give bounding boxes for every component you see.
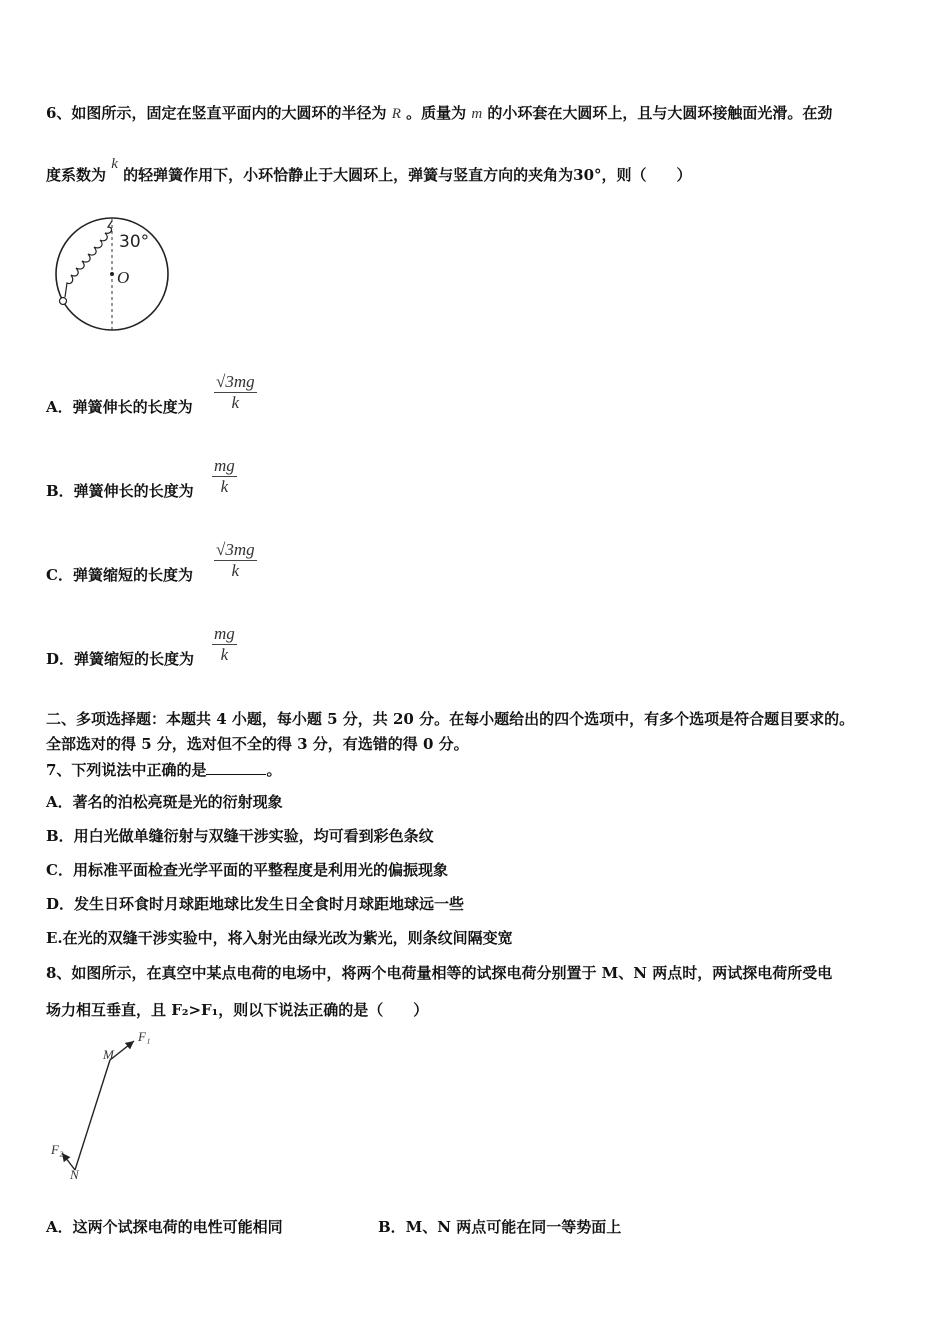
- q6-option-c: [46, 564, 193, 585]
- q7-option-a: A．著名的泊松亮斑是光的衍射现象: [46, 793, 283, 811]
- denominator: k: [220, 477, 229, 496]
- var-m: m: [471, 106, 483, 122]
- q7-option-e: E.在光的双缝干涉实验中，将入射光由绿光改为紫光，则条纹间隔变宽: [46, 929, 513, 947]
- denominator: k: [231, 393, 240, 412]
- center-point: [110, 272, 114, 276]
- q8-stem-line1: 8、如图所示，在真空中某点电荷的电场中，将两个电荷量相等的试探电荷分别置于 M、N 两点时，两试探电荷所受电: [46, 964, 833, 982]
- q6-stem-line2: [46, 156, 692, 185]
- label-F2: F₂: [51, 1142, 64, 1157]
- sqrt-symbol: √: [216, 372, 226, 391]
- q6-option-b: [46, 480, 194, 501]
- q7-text: 7、下列说法中正确的是: [46, 761, 207, 779]
- q7-text: 。: [266, 761, 282, 779]
- fraction-b: [212, 456, 237, 497]
- small-ring: [60, 298, 67, 305]
- q6-text: 。质量为: [406, 104, 467, 122]
- sqrt-symbol: √: [216, 540, 226, 559]
- q7-option-c: C．用标准平面检查光学平面的平整程度是利用光的偏振现象: [46, 861, 448, 879]
- q6-text: 6、如图所示，固定在竖直平面内的大圆环的半径为: [46, 104, 387, 122]
- q8-force-figure: [48, 1025, 168, 1185]
- spring: [65, 221, 112, 297]
- denominator: k: [231, 561, 240, 580]
- q6-option-d: [46, 648, 194, 669]
- numerator: mg: [214, 624, 235, 643]
- angle-label: 30°: [119, 232, 150, 252]
- var-k: k: [111, 156, 118, 172]
- section2-heading-line1: 二、多项选择题：本题共 4 小题，每小题 5 分，共 20 分。在每小题给出的四个选项中，有多个选项是符合题目要求的。: [46, 710, 855, 728]
- option-label: B．弹簧伸长的长度为: [46, 482, 194, 500]
- q6-option-a: [46, 396, 193, 417]
- q7-option-b: B．用白光做单缝衍射与双缝干涉实验，均可看到彩色条纹: [46, 827, 434, 845]
- q6-text: 的小环套在大圆环上，且与大圆环接触面光滑。在劲: [487, 104, 833, 122]
- numerator: 3mg: [225, 372, 255, 391]
- label-M: M: [103, 1047, 114, 1062]
- label-N: N: [70, 1167, 79, 1182]
- option-label: C．弹簧缩短的长度为: [46, 566, 193, 584]
- q6-text: 的轻弹簧作用下，小环恰静止于大圆环上，弹簧与竖直方向的夹角为30°，则（ ）: [123, 166, 692, 184]
- numerator: mg: [214, 456, 235, 475]
- var-R: R: [391, 106, 401, 122]
- q8-option-a: A．这两个试探电荷的电性可能相同: [46, 1218, 283, 1236]
- q6-circle-spring-figure: [50, 215, 175, 335]
- option-label: A．弹簧伸长的长度为: [46, 398, 193, 416]
- q6-stem-line1: [46, 102, 832, 123]
- section2-heading-line2: 全部选对的得 5 分，选对但不全的得 3 分，有选错的得 0 分。: [46, 735, 469, 753]
- q7-stem: [46, 759, 281, 780]
- q8-option-b: B．M、N 两点可能在同一等势面上: [378, 1218, 622, 1236]
- fraction-d: [212, 624, 237, 665]
- answer-blank: [206, 760, 266, 775]
- option-label: D．弹簧缩短的长度为: [46, 650, 195, 668]
- line-MN: [75, 1060, 110, 1170]
- denominator: k: [220, 645, 229, 664]
- center-label-O: O: [117, 268, 130, 287]
- numerator: 3mg: [225, 540, 255, 559]
- fraction-c: [214, 540, 257, 581]
- fraction-a: [214, 372, 257, 413]
- q7-option-d: D．发生日环食时月球距地球比发生日全食时月球距地球远一些: [46, 895, 465, 913]
- q8-stem-line2: 场力相互垂直，且 F₂>F₁，则以下说法正确的是（ ）: [46, 1001, 429, 1019]
- label-F1: F₁: [138, 1029, 151, 1044]
- q6-text: 度系数为: [46, 166, 107, 184]
